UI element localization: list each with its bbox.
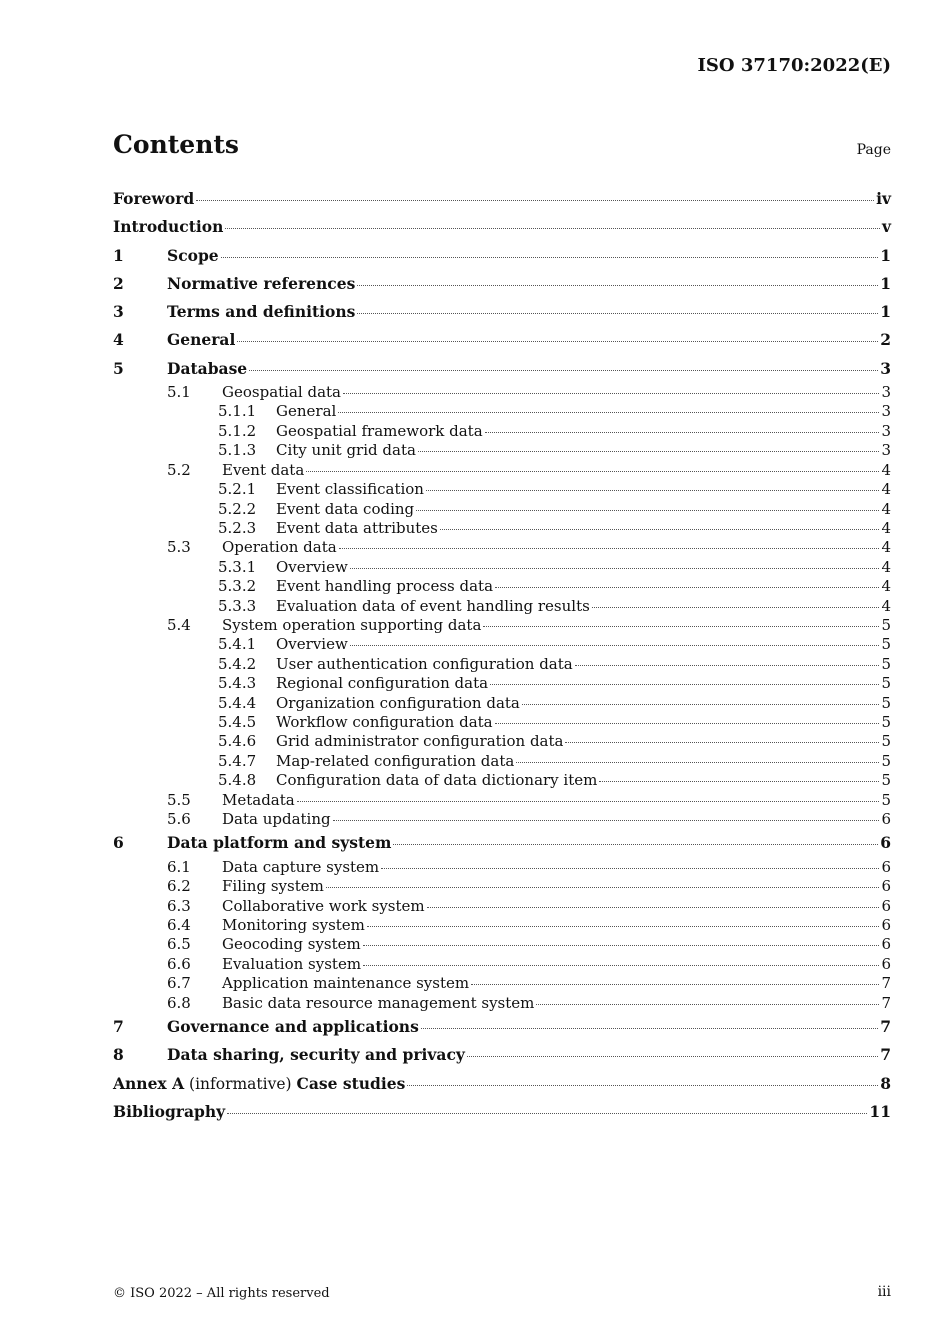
toc-label: Event handling process data: [276, 577, 494, 596]
toc-page: 5: [881, 674, 891, 693]
toc-label: Overview: [276, 557, 348, 576]
toc-entry-5-4-7[interactable]: [113, 752, 891, 771]
toc-label: Event data attributes: [276, 518, 438, 537]
leader-dots: [225, 227, 880, 229]
toc-page: 4: [881, 557, 891, 576]
toc-number: 5.4.1: [218, 635, 257, 654]
toc-number: 4: [113, 330, 124, 350]
toc-entry-5-3[interactable]: [113, 538, 891, 557]
leader-dots: [427, 906, 880, 908]
toc-number: 5.4.5: [218, 712, 257, 731]
toc-label: Geocoding system: [222, 935, 361, 954]
toc-page: 6: [881, 896, 891, 915]
toc-entry-5-4-1[interactable]: [113, 635, 891, 654]
toc-label: Workflow configuration data: [276, 712, 493, 731]
toc-page: 6: [881, 915, 891, 934]
toc-label: System operation supporting data: [222, 615, 482, 634]
toc-page: 4: [881, 480, 891, 499]
toc-page: 3: [881, 402, 891, 421]
toc-entry-8[interactable]: [113, 1041, 891, 1069]
toc-page: 6: [881, 877, 891, 896]
toc-page: 3: [881, 421, 891, 440]
footer-page-number: iii: [877, 1284, 891, 1300]
leader-dots: [536, 1003, 879, 1005]
leader-dots: [483, 625, 879, 627]
toc-number: 5.4.3: [218, 674, 257, 693]
leader-dots: [592, 606, 880, 608]
toc-number: 3: [113, 302, 124, 322]
toc-number: 5.3.2: [218, 577, 257, 596]
toc-page: 6: [880, 833, 891, 853]
toc-label: [113, 1070, 405, 1098]
leader-dots: [565, 741, 879, 743]
toc-number: 5.5: [167, 790, 191, 809]
toc-entry-introduction[interactable]: [113, 213, 891, 241]
toc-entry-6-3[interactable]: [113, 897, 891, 916]
toc-label: Metadata: [222, 790, 295, 809]
toc-entry-6-4[interactable]: [113, 916, 891, 935]
toc-entry-foreword[interactable]: [113, 185, 891, 213]
toc-entry-5-3-3[interactable]: [113, 597, 891, 616]
leader-dots: [485, 431, 880, 433]
toc-label: Data platform and system: [167, 833, 392, 853]
toc-entry-5-1[interactable]: [113, 383, 891, 402]
toc-number: 5.3: [167, 538, 191, 557]
leader-dots: [350, 644, 880, 646]
leader-dots: [237, 340, 878, 342]
toc-label: Organization configuration data: [276, 693, 520, 712]
toc-page: v: [881, 217, 891, 237]
toc-page: 2: [880, 330, 891, 350]
page-title: Contents: [113, 130, 240, 159]
annex-title: Case studies: [296, 1073, 406, 1093]
annex-label: Annex A: [113, 1073, 185, 1093]
toc-page: 3: [881, 383, 891, 402]
toc-page: 8: [880, 1073, 891, 1093]
toc-entry-5-1-3[interactable]: [113, 441, 891, 460]
toc-page: 11: [869, 1101, 891, 1121]
leader-dots: [338, 411, 879, 413]
leader-dots: [363, 944, 880, 946]
toc-page: 5: [881, 654, 891, 673]
leader-dots: [407, 1084, 878, 1086]
toc-page: 1: [880, 245, 891, 265]
toc-entry-6-5[interactable]: [113, 935, 891, 954]
toc-label: Geospatial data: [222, 383, 341, 402]
toc-page: 3: [880, 358, 891, 378]
toc-entry-5-4-6[interactable]: [113, 732, 891, 751]
leader-dots: [495, 586, 879, 588]
toc-number: 5.1.3: [218, 441, 257, 460]
leader-dots: [221, 256, 879, 258]
toc-number: 5.4.2: [218, 654, 257, 673]
toc-number: 5.1.1: [218, 402, 257, 421]
toc-page: 6: [881, 810, 891, 829]
toc-entry-5-4[interactable]: [113, 616, 891, 635]
toc-entry-5-4-5[interactable]: [113, 713, 891, 732]
leader-dots: [467, 1055, 878, 1057]
leader-dots: [339, 547, 880, 549]
toc-label: Filing system: [222, 877, 324, 896]
leader-dots: [381, 867, 879, 869]
toc-label: Configuration data of data dictionary item: [276, 771, 598, 790]
toc-label: Application maintenance system: [222, 974, 470, 993]
toc-number: 5.2: [167, 460, 191, 479]
toc-label: City unit grid data: [276, 441, 416, 460]
toc-number: 5: [113, 358, 124, 378]
toc-page: 5: [881, 751, 891, 770]
document-standard-id: ISO 37170:2022(E): [697, 55, 891, 76]
toc-label: Scope: [167, 245, 219, 265]
leader-dots: [490, 683, 879, 685]
leader-dots: [326, 886, 880, 888]
toc-entry-5-4-4[interactable]: [113, 694, 891, 713]
toc-number: 5.2.1: [218, 480, 257, 499]
toc-page: 5: [881, 732, 891, 751]
toc-number: 5.2.2: [218, 499, 257, 518]
toc-page: 5: [881, 615, 891, 634]
toc-entry-bibliography[interactable]: [113, 1098, 891, 1126]
toc-number: 5.3.1: [218, 557, 257, 576]
toc-page: 7: [881, 974, 891, 993]
toc-entry-annex-a[interactable]: [113, 1070, 891, 1098]
leader-dots: [297, 800, 880, 802]
toc-label: Normative references: [167, 273, 356, 293]
toc-number: 6.7: [167, 974, 191, 993]
toc-label: Monitoring system: [222, 915, 365, 934]
leader-dots: [357, 284, 878, 286]
toc-entry-5[interactable]: [113, 355, 891, 383]
toc-label: Data sharing, security and privacy: [167, 1045, 465, 1065]
toc-entry-6-7[interactable]: [113, 974, 891, 993]
toc-number: 5.2.3: [218, 518, 257, 537]
toc-entry-3[interactable]: [113, 298, 891, 326]
leader-dots: [367, 925, 880, 927]
toc-label: General: [167, 330, 236, 350]
toc-number: 5.6: [167, 810, 191, 829]
toc-label: Event data coding: [276, 499, 415, 518]
toc-number: 5.3.3: [218, 596, 257, 615]
toc-number: 6.3: [167, 896, 191, 915]
toc-page: 4: [881, 460, 891, 479]
leader-dots: [249, 369, 878, 371]
toc-entry-5-4-2[interactable]: [113, 655, 891, 674]
toc-page: 6: [881, 954, 891, 973]
toc-label: User authentication configuration data: [276, 654, 573, 673]
leader-dots: [393, 843, 878, 845]
toc-label: General: [276, 402, 337, 421]
toc-label: Governance and applications: [167, 1016, 419, 1036]
toc-page: 4: [881, 518, 891, 537]
toc-label: Terms and definitions: [167, 302, 356, 322]
toc-page: iv: [876, 189, 891, 208]
leader-dots: [416, 509, 879, 511]
toc-entry-5-2-3[interactable]: [113, 519, 891, 538]
toc-number: 7: [113, 1016, 124, 1036]
leader-dots: [306, 470, 879, 472]
toc-entry-2[interactable]: [113, 270, 891, 298]
leader-dots: [196, 199, 874, 201]
leader-dots: [440, 528, 880, 530]
toc-page: 1: [880, 273, 891, 293]
leader-dots: [227, 1112, 867, 1114]
toc-page: 5: [881, 712, 891, 731]
toc-entry-5-3-1[interactable]: [113, 558, 891, 577]
toc-number: 2: [113, 273, 124, 293]
leader-dots: [363, 964, 879, 966]
toc-page: 7: [880, 1045, 891, 1065]
toc-page: 4: [881, 538, 891, 557]
leader-dots: [575, 664, 880, 666]
toc-number: 5.4.7: [218, 751, 257, 770]
toc-entry-4[interactable]: [113, 326, 891, 354]
leader-dots: [426, 489, 879, 491]
leader-dots: [471, 983, 879, 985]
toc-entry-5-2[interactable]: [113, 461, 891, 480]
toc-label: Data capture system: [222, 857, 380, 876]
toc-page: 1: [880, 302, 891, 322]
toc-number: 5.4.4: [218, 693, 257, 712]
toc-label: Regional configuration data: [276, 674, 489, 693]
toc-label: Foreword: [113, 189, 195, 208]
toc-page: 7: [880, 1016, 891, 1036]
toc-entry-5-2-2[interactable]: [113, 500, 891, 519]
toc-label: Event data: [222, 460, 305, 479]
toc-entry-5-3-2[interactable]: [113, 577, 891, 596]
toc-number: 6.6: [167, 954, 191, 973]
footer-copyright: © ISO 2022 – All rights reserved: [113, 1286, 330, 1301]
toc-number: 5.4.6: [218, 732, 257, 751]
toc-number: 5.1.2: [218, 421, 257, 440]
leader-dots: [516, 761, 879, 763]
toc-number: 6.8: [167, 993, 191, 1012]
toc-entry-1[interactable]: [113, 242, 891, 270]
toc-page: 5: [881, 771, 891, 790]
toc-page: 3: [881, 441, 891, 460]
toc-entry-5-5[interactable]: [113, 791, 891, 810]
toc-page: 6: [881, 935, 891, 954]
toc-number: 5.4: [167, 615, 191, 634]
toc-label: Database: [167, 358, 248, 378]
toc-page: 4: [881, 499, 891, 518]
leader-dots: [418, 450, 880, 452]
toc-label: Evaluation data of event handling results: [276, 596, 590, 615]
toc-page: 5: [881, 635, 891, 654]
leader-dots: [333, 819, 880, 821]
toc-entry-5-6[interactable]: [113, 810, 891, 829]
toc-number: 6.2: [167, 877, 191, 896]
toc-page: 4: [881, 596, 891, 615]
toc-entry-5-4-3[interactable]: [113, 674, 891, 693]
toc-entry-6-6[interactable]: [113, 955, 891, 974]
toc-page: 5: [881, 790, 891, 809]
toc-number: 5.1: [167, 383, 191, 402]
annex-type: (informative): [184, 1074, 297, 1093]
toc-entry-6[interactable]: [113, 829, 891, 857]
toc-page: 6: [881, 857, 891, 876]
toc-entry-5-2-1[interactable]: [113, 480, 891, 499]
page-column-label: Page: [856, 142, 891, 158]
toc-entry-6-2[interactable]: [113, 877, 891, 896]
table-of-contents: [113, 185, 891, 1126]
toc-label: Basic data resource management system: [222, 993, 535, 1012]
toc-label: Data updating: [222, 810, 331, 829]
leader-dots: [421, 1027, 878, 1029]
toc-label: Evaluation system: [222, 954, 362, 973]
toc-label: Introduction: [113, 217, 224, 237]
toc-label: Operation data: [222, 538, 337, 557]
toc-label: Grid administrator configuration data: [276, 732, 564, 751]
leader-dots: [350, 567, 880, 569]
toc-entry-5-4-8[interactable]: [113, 771, 891, 790]
toc-entry-7[interactable]: [113, 1013, 891, 1041]
toc-number: 6.5: [167, 935, 191, 954]
toc-number: 1: [113, 245, 124, 265]
leader-dots: [522, 703, 880, 705]
toc-entry-5-1-1[interactable]: [113, 402, 891, 421]
toc-page: 5: [881, 693, 891, 712]
toc-number: 6.4: [167, 915, 191, 934]
toc-number: 5.4.8: [218, 771, 257, 790]
toc-label: Event classification: [276, 480, 424, 499]
toc-page: 7: [881, 993, 891, 1012]
toc-number: 6.1: [167, 857, 191, 876]
toc-number: 8: [113, 1045, 124, 1065]
leader-dots: [495, 722, 880, 724]
leader-dots: [599, 780, 879, 782]
toc-label: Geospatial framework data: [276, 421, 483, 440]
toc-entry-6-8[interactable]: [113, 994, 891, 1013]
toc-number: 6: [113, 833, 124, 853]
leader-dots: [343, 392, 879, 394]
toc-label: Collaborative work system: [222, 896, 425, 915]
toc-label: Overview: [276, 635, 348, 654]
toc-page: 4: [881, 577, 891, 596]
toc-entry-6-1[interactable]: [113, 858, 891, 877]
toc-label: Map-related configuration data: [276, 751, 515, 770]
leader-dots: [357, 312, 878, 314]
toc-entry-5-1-2[interactable]: [113, 422, 891, 441]
toc-label: Bibliography: [113, 1101, 226, 1121]
